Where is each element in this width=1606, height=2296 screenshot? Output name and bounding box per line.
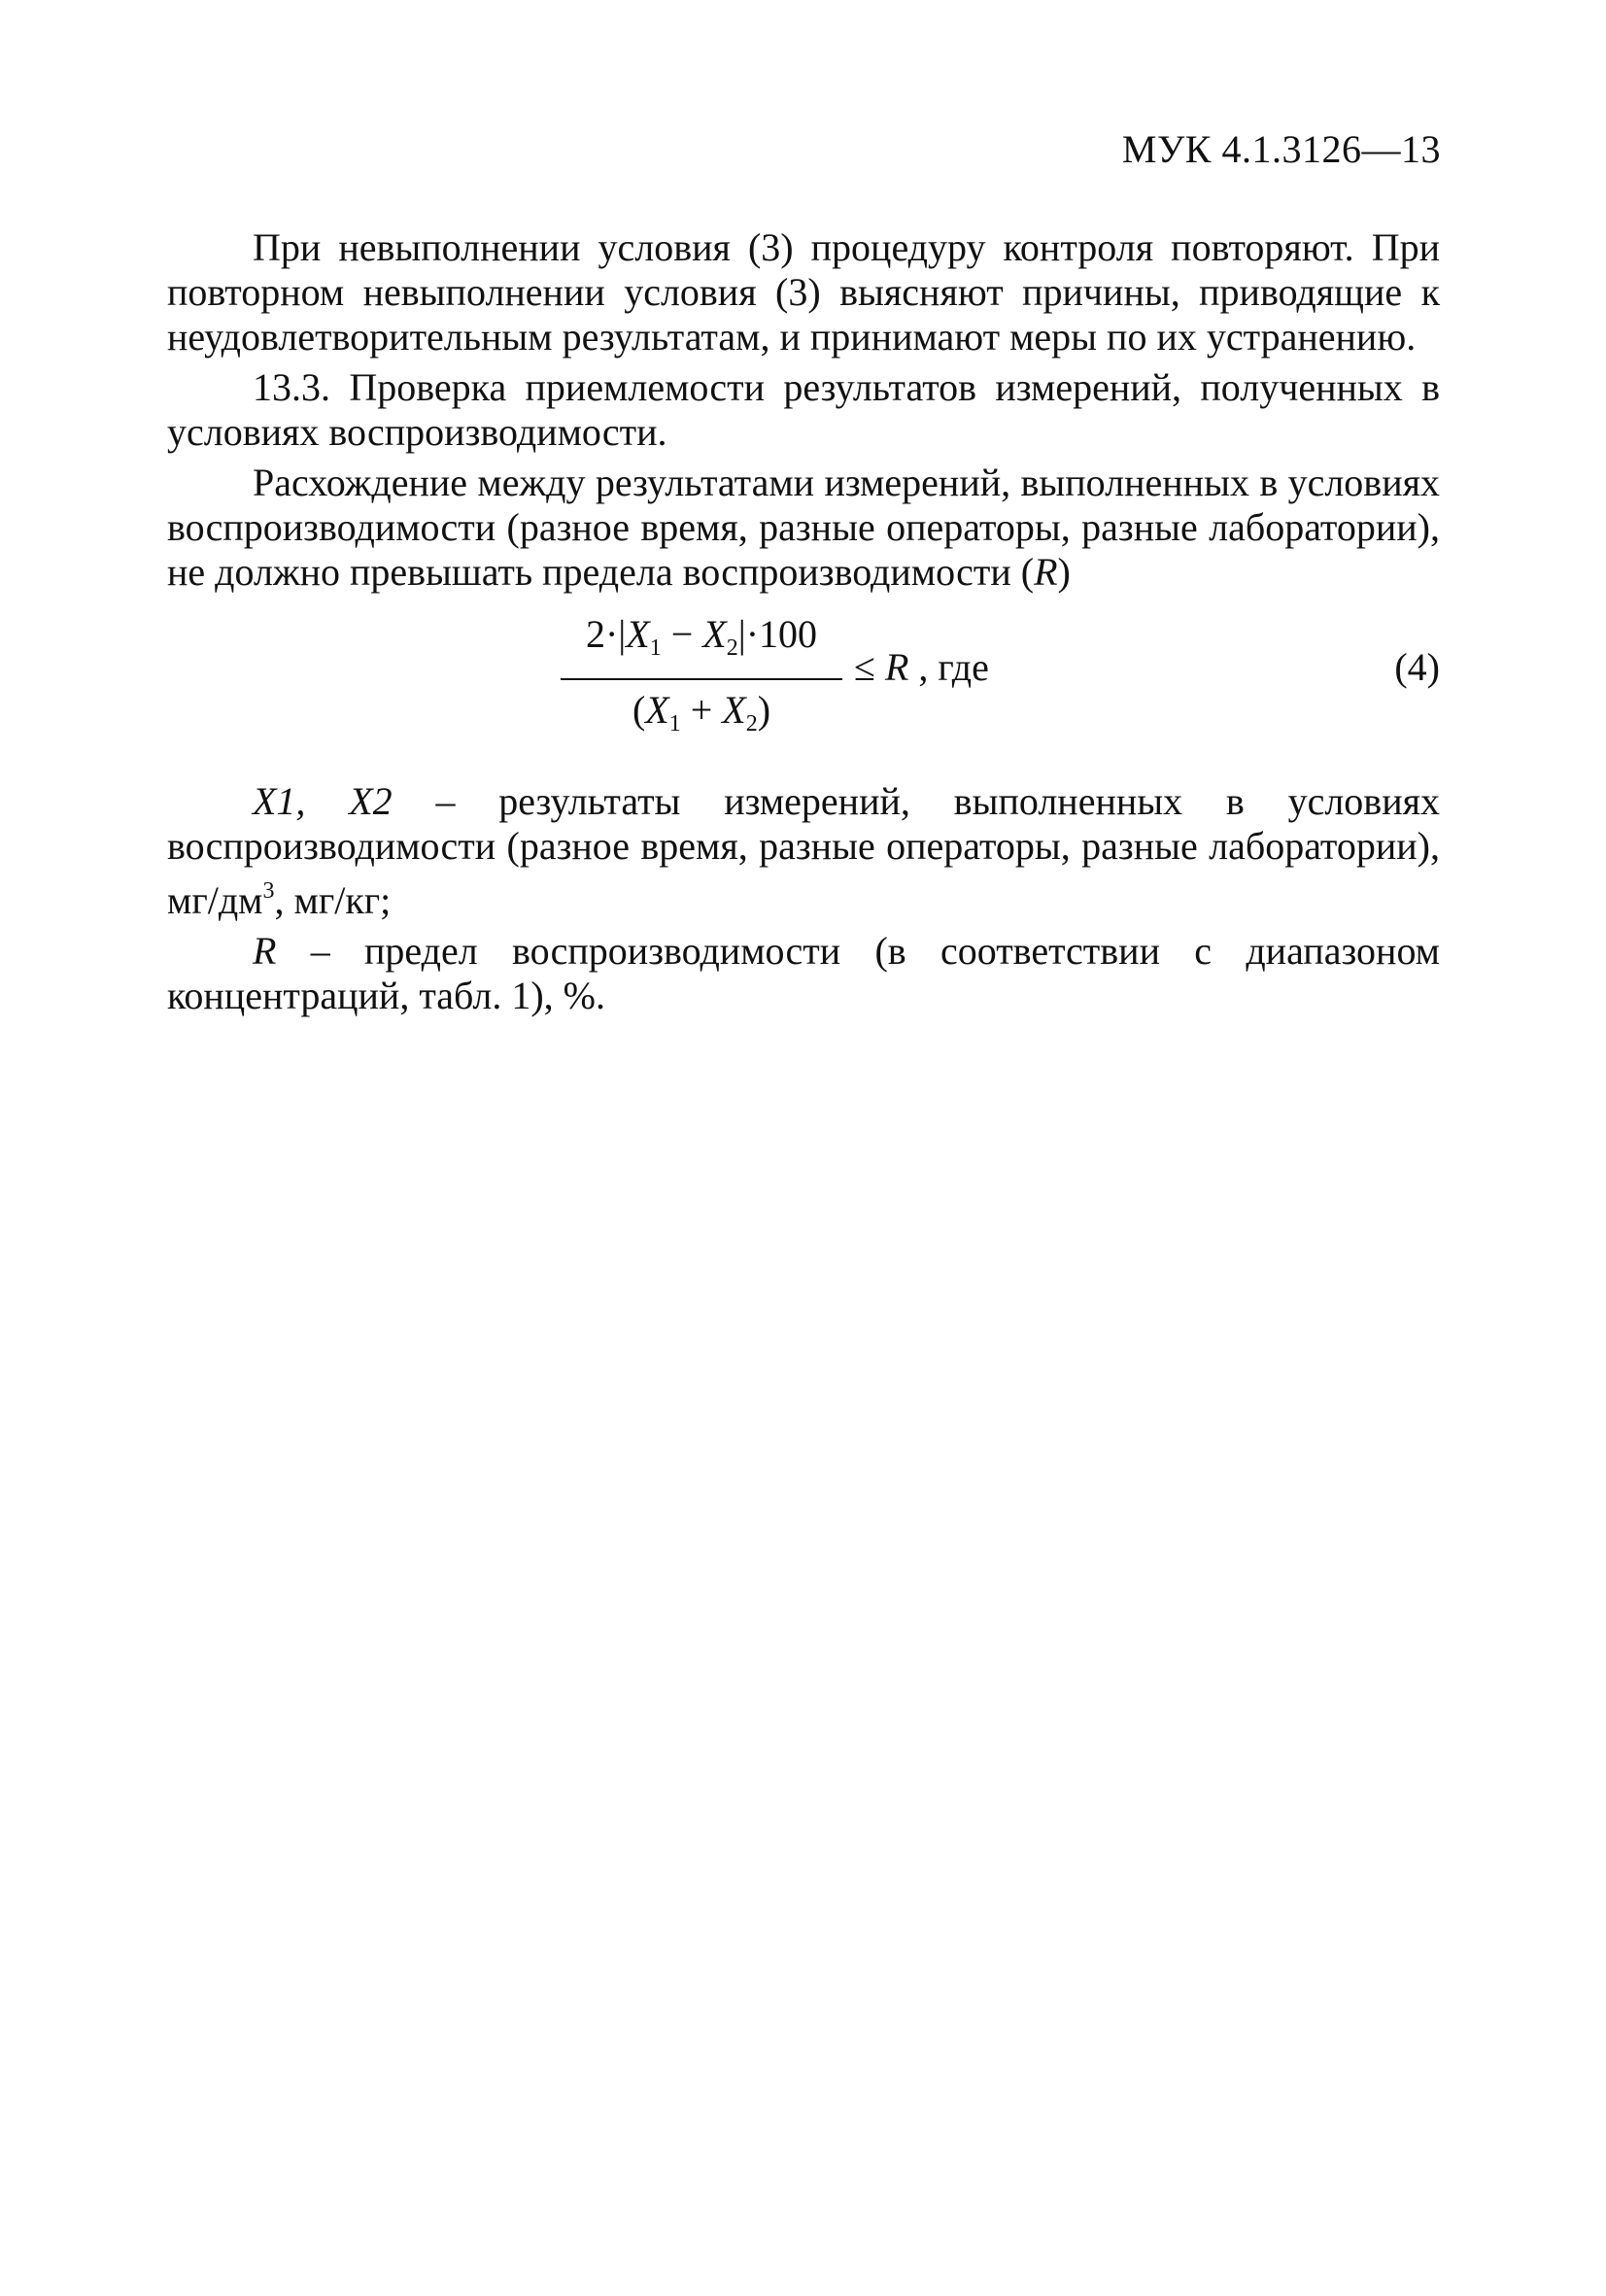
definition-x-units: , мг/кг; (274, 878, 392, 922)
closing-paren: ) (1057, 550, 1071, 594)
paragraph-section-13-3: 13.3. Проверка приемлемости результатов измерений, полученных в условиях воспроизводимости. (167, 365, 1440, 454)
definition-x-superscript: 3 (262, 878, 275, 904)
definition-x (167, 779, 1440, 923)
paragraph-reproducibility-limit (167, 461, 1440, 595)
equation-number: (4) (1394, 645, 1440, 689)
paragraph-reproducibility-text: Расхождение между результатами измерений, выполненных в условиях воспроизводимости (разное время, разные операторы, разные лаборатории), не должно превышать предела воспроизводимости ( (167, 461, 1440, 594)
definition-x-symbols: X1, X2 (253, 779, 393, 823)
definition-r-symbol: R (253, 929, 277, 973)
formula-4 (167, 612, 1440, 758)
formula-denominator: $(X_1 + X_2)$ (632, 688, 771, 737)
formula-numerator: $2\cdot|X_1 - X_2|\cdot 100$ (561, 612, 842, 680)
formula-relation: ≤ R , где (854, 645, 989, 689)
body-text (167, 225, 1440, 1024)
definition-r-text: – предел воспроизводимости (в соответствии с диапазоном концентраций, табл. 1), %. (167, 929, 1440, 1017)
definition-x-text: – результаты измерений, выполненных в условиях воспроизводимости (разное время, разные операторы, разные лаборатории), мг/дм (167, 779, 1441, 922)
paragraph-repeat-control: При невыполнении условия (3) процедуру контроля повторяют. При повторном невыполнении условия (3) выясняют причины, приводящие к неудовлетворительным результатам, и принимают меры по их устранению. (167, 225, 1440, 359)
symbol-r: R (1034, 550, 1058, 594)
formula-fraction (561, 612, 842, 746)
document-code-header: МУК 4.1.3126—13 (1121, 127, 1441, 171)
definition-r (167, 929, 1440, 1018)
